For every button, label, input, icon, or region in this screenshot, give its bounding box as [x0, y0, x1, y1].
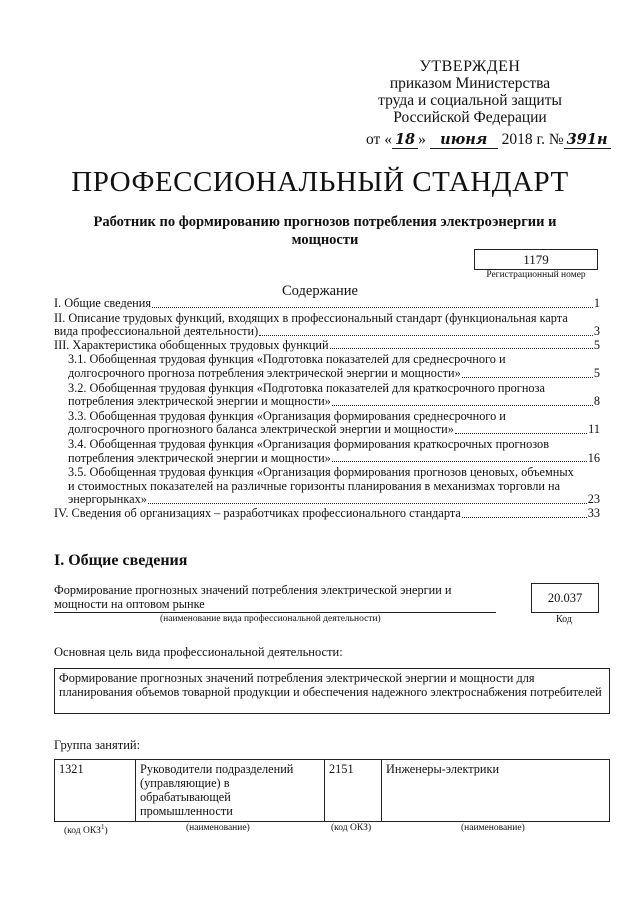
- toc-item-page: 11: [588, 422, 600, 437]
- goal-label: Основная цель вида профессиональной деятельности:: [54, 645, 343, 659]
- occupation-name-cell: Руководители подразделений (управляющие) в обрабатывающей промышленности: [136, 760, 325, 822]
- toc-item-text: вида профессиональной деятельности): [54, 324, 259, 339]
- page-subtitle: Работник по формированию прогнозов потребления электроэнергии и мощности: [93, 214, 557, 248]
- activity-code-box: 20.037: [531, 583, 599, 613]
- toc-item-text: 3.3. Обобщенная трудовая функция «Организация формирования среднесрочного и: [68, 408, 506, 423]
- toc-item-text: IV. Сведения об организациях – разработчиках профессионального стандарта: [54, 505, 461, 520]
- okz-code-cell: 2151: [325, 760, 382, 822]
- toc-item[interactable]: [54, 410, 600, 437]
- toc-item-text: 3.4. Обобщенная трудовая функция «Организация формирования краткосрочных прогнозов: [68, 436, 550, 451]
- toc-item-page: 8: [593, 394, 600, 409]
- occupation-name-caption-2: (наименование): [461, 823, 525, 833]
- toc-item-text: долгосрочного прогнозного баланса электрической энергии и мощности»: [68, 422, 454, 437]
- toc-item-text: 3.5. Обобщенная трудовая функция «Организация формирования прогнозов ценовых, объемных: [68, 465, 574, 480]
- occupation-group-label: Группа занятий:: [54, 738, 141, 752]
- occupation-name-caption: (наименование): [186, 823, 250, 833]
- toc-item[interactable]: [54, 339, 600, 353]
- toc-item-text: II. Описание трудовых функций, входящих в профессиональный стандарт (функциональная карта: [54, 310, 568, 325]
- toc-item-text: энергорынках»: [68, 492, 147, 507]
- toc-item[interactable]: [54, 438, 600, 465]
- toc-item-text: I. Общие сведения: [54, 296, 151, 310]
- activity-name: Формирование прогнозных значений потребления электрической энергии и мощности на оптовом рынке: [54, 583, 452, 611]
- approval-line-2: труда и социальной защиты: [378, 92, 562, 109]
- order-date-line: [366, 131, 626, 149]
- footnote-mark: 1: [100, 823, 105, 831]
- table-of-contents: [54, 297, 600, 521]
- toc-item-text: III. Характеристика обобщенных трудовых функций: [54, 337, 329, 352]
- activity-code-caption: Код: [556, 614, 572, 625]
- toc-item-page: 16: [587, 450, 600, 465]
- activity-underline: [54, 612, 496, 613]
- page-title: ПРОФЕССИОНАЛЬНЫЙ СТАНДАРТ: [71, 166, 569, 198]
- toc-item-page: 5: [593, 337, 600, 352]
- toc-item[interactable]: [54, 466, 600, 507]
- occupation-table: [54, 759, 610, 822]
- approval-line-3: Российской Федерации: [393, 109, 547, 126]
- okz-code-cell: 1321: [55, 760, 136, 822]
- goal-box: Формирование прогнозных значений потребления электрической энергии и мощности для планирования объемов товарной продукции и обеспечения надежного электроснабжения потребителей: [54, 668, 610, 714]
- activity-caption: (наименование вида профессиональной деятельности): [160, 614, 381, 624]
- toc-item-text: потребления электрической энергии и мощности»: [68, 394, 331, 409]
- okz-caption-text: (код ОКЗ: [64, 826, 101, 837]
- toc-item[interactable]: [54, 507, 600, 521]
- approval-block: [350, 58, 590, 126]
- toc-item[interactable]: [54, 382, 600, 409]
- table-row: [55, 760, 610, 822]
- toc-item-page: 33: [587, 505, 600, 520]
- toc-item-page: 1: [593, 296, 600, 310]
- order-close-quote: »: [418, 131, 426, 148]
- toc-item[interactable]: [54, 353, 600, 380]
- registration-caption: Регистрационный номер: [486, 270, 586, 280]
- order-year: 2018 г. №: [501, 131, 564, 148]
- approval-line-1: приказом Министерства: [389, 75, 551, 92]
- okz-caption-close: ): [104, 826, 108, 837]
- toc-item-page: 3: [593, 324, 600, 339]
- okz-code-caption-2: (код ОКЗ): [331, 823, 372, 833]
- okz-code-caption: [64, 823, 108, 836]
- order-number: 391н: [564, 131, 611, 149]
- section-heading: I. Общие сведения: [54, 552, 188, 569]
- approval-heading: УТВЕРЖДЕН: [419, 58, 521, 75]
- toc-item-text: долгосрочного прогноза потребления электрической энергии и мощности»: [68, 365, 461, 380]
- occupation-name-cell: Инженеры-электрики: [382, 760, 610, 822]
- toc-item-page: 5: [593, 365, 600, 380]
- toc-item[interactable]: [54, 297, 600, 311]
- order-day: 18: [392, 131, 418, 149]
- toc-item-text: 3.2. Обобщенная трудовая функция «Подготовка показателей для краткосрочного прогноза: [68, 380, 545, 395]
- order-month: июня: [430, 131, 498, 149]
- toc-item-text: и стоимостных показателей на различные горизонты планирования в механизмах торговли на: [68, 478, 561, 493]
- toc-item-page: 23: [587, 492, 600, 507]
- order-prefix: от «: [366, 131, 392, 148]
- toc-item-text: потребления электрической энергии и мощности»: [68, 450, 331, 465]
- toc-title: Содержание: [282, 283, 358, 299]
- toc-item-text: 3.1. Обобщенная трудовая функция «Подготовка показателей для среднесрочного и: [68, 352, 506, 367]
- toc-item[interactable]: [54, 312, 600, 339]
- registration-number-box: 1179: [474, 249, 598, 270]
